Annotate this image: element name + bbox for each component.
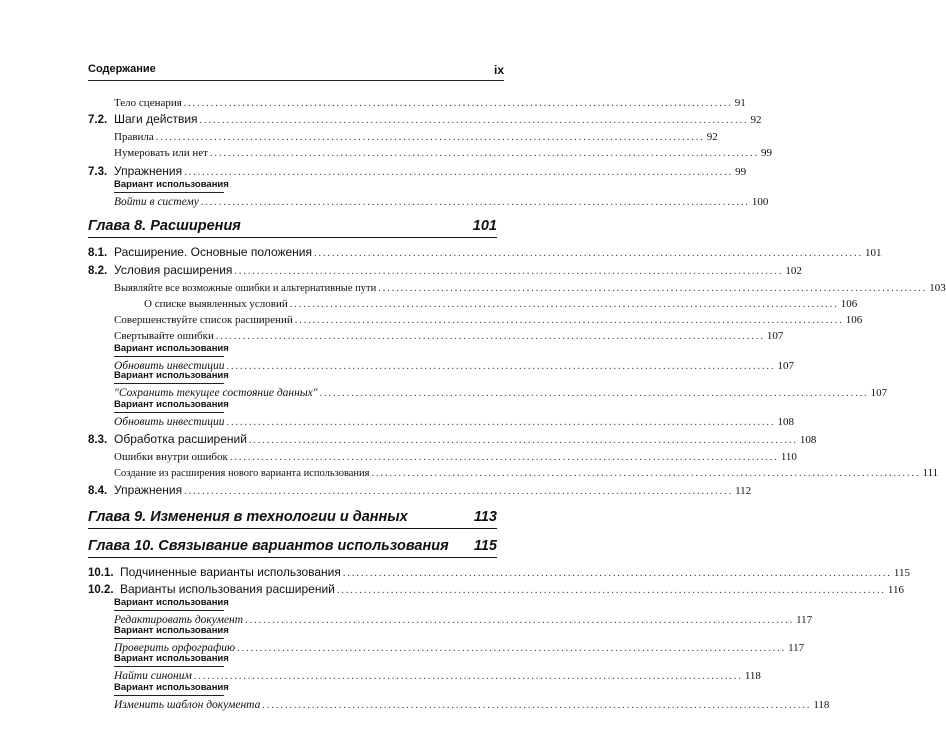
chapter-title: Глава 8. Расширения (88, 218, 241, 234)
entry-title: Расширение. Основные положения (114, 245, 313, 259)
leader-dots: .......................................................................................................................... (342, 568, 892, 579)
leader-dots: .......................................................................................................................... (245, 615, 795, 626)
entry-number: 8.2. (88, 265, 108, 277)
entry-page: 117 (788, 642, 805, 654)
entry-number: 8.1. (88, 247, 108, 259)
entry-title: Упражнения (114, 483, 183, 497)
leader-dots: .......................................................................................................................... (319, 388, 869, 399)
entry-number: 8.3. (88, 434, 108, 446)
toc-entry[interactable] (88, 278, 946, 294)
use-case-tag: Вариант использования (114, 399, 229, 410)
use-case-tag: Вариант использования (114, 653, 229, 664)
toc-entry[interactable] (88, 192, 769, 208)
entry-page: 108 (799, 434, 817, 446)
header-rule (88, 80, 504, 81)
toc-entry[interactable] (88, 638, 805, 654)
entry-page: 117 (796, 614, 813, 626)
leader-dots: .......................................................................................................................... (234, 266, 784, 277)
leader-dots: .......................................................................................................................... (184, 486, 734, 497)
entry-title: Проверить орфографию (114, 642, 236, 654)
leader-dots: .......................................................................................................................... (209, 148, 759, 159)
leader-dots: .......................................................................................................................... (371, 468, 921, 479)
entry-number: 8.4. (88, 485, 108, 497)
entry-title: Редактировать документ (114, 614, 244, 626)
entry-title: Обновить инвестиции (114, 416, 225, 428)
leader-dots: .......................................................................................................................... (193, 671, 743, 682)
toc-entry[interactable] (88, 447, 797, 463)
toc-entry[interactable] (88, 143, 772, 159)
chapter-rule (88, 528, 497, 529)
leader-dots: .......................................................................................................................... (215, 331, 765, 342)
entry-title: Обновить инвестиции (114, 360, 225, 372)
entry-number: 10.2. (88, 584, 114, 596)
toc-entry[interactable] (88, 481, 752, 497)
entry-page: 102 (785, 265, 802, 277)
leader-dots: .......................................................................................................................... (226, 361, 776, 372)
chapter-heading[interactable] (88, 214, 497, 236)
header-section-title: Содержание (88, 63, 156, 75)
leader-dots: .......................................................................................................................... (262, 700, 812, 711)
entry-title: Шаги действия (114, 112, 198, 126)
leader-dots: .......................................................................................................................... (199, 115, 749, 126)
entry-page: 107 (777, 360, 795, 372)
chapter-heading[interactable] (88, 534, 497, 556)
entry-page: 101 (865, 247, 882, 259)
toc-entry[interactable] (88, 310, 863, 326)
entry-title: Войти в систему (114, 196, 199, 208)
use-case-tag: Вариант использования (114, 179, 229, 190)
entry-page: 91 (734, 97, 746, 109)
entry-title: Нумеровать или нет (114, 147, 208, 159)
entry-title: Совершенствуйте список расширений (114, 314, 293, 326)
entry-page: 99 (735, 166, 747, 178)
entry-title: О списке выявленных условий (144, 298, 288, 310)
entry-page: 107 (870, 387, 888, 399)
leader-dots: .......................................................................................................................... (200, 197, 750, 208)
toc-entry[interactable] (88, 610, 813, 626)
toc-entry[interactable] (88, 93, 746, 109)
toc-entry[interactable] (88, 412, 795, 428)
leader-dots: .......................................................................................................................... (184, 167, 734, 178)
entry-page: 112 (735, 485, 752, 497)
leader-dots: .......................................................................................................................... (336, 585, 886, 596)
chapter-rule (88, 557, 497, 558)
leader-dots: .......................................................................................................................... (248, 435, 798, 446)
toc-entry[interactable] (88, 383, 888, 399)
entry-page: 110 (780, 451, 797, 463)
entry-title: Свертывайте ошибки (114, 330, 214, 342)
entry-number: 10.1. (88, 567, 114, 579)
use-case-tag: Вариант использования (114, 625, 229, 636)
entry-title: Упражнения (114, 164, 183, 178)
entry-page: 118 (744, 670, 761, 682)
leader-dots: .......................................................................................................................... (226, 417, 776, 428)
chapter-rule (88, 237, 497, 238)
entry-title: Найти синоним (114, 670, 192, 682)
entry-title: Обработка расширений (114, 432, 247, 446)
chapter-title: Глава 9. Изменения в технологии и данных (88, 509, 408, 525)
use-case-tag: Вариант использования (114, 343, 229, 354)
entry-page: 115 (893, 567, 910, 579)
entry-page: 92 (706, 131, 718, 143)
toc-entry[interactable] (88, 580, 904, 596)
toc-entry[interactable] (88, 243, 882, 259)
toc-entry[interactable] (88, 261, 802, 277)
entry-page: 108 (777, 416, 795, 428)
entry-page: 116 (887, 584, 904, 596)
entry-page: 103 (929, 282, 946, 294)
leader-dots: .......................................................................................................................... (314, 248, 864, 259)
use-case-tag: Вариант использования (114, 597, 229, 608)
entry-page: 92 (750, 114, 762, 126)
entry-number: 7.2. (88, 114, 108, 126)
leader-dots: .......................................................................................................................... (378, 283, 928, 294)
entry-page: 111 (922, 467, 939, 479)
leader-dots: .......................................................................................................................... (289, 299, 839, 310)
entry-title: "Сохранить текущее состояние данных" (114, 387, 318, 399)
entry-title: Тело сценария (114, 97, 182, 109)
toc-entry[interactable] (88, 666, 761, 682)
entry-title: Варианты использования расширений (120, 582, 335, 596)
use-case-tag: Вариант использования (114, 370, 229, 381)
chapter-heading[interactable] (88, 505, 497, 527)
entry-page: 107 (766, 330, 784, 342)
entry-title: Ошибки внутри ошибок (114, 451, 228, 463)
entry-title: Правила (114, 131, 154, 143)
toc-entry[interactable] (88, 127, 718, 143)
entry-page: 106 (845, 314, 863, 326)
toc-entry[interactable] (88, 110, 762, 126)
entry-title: Создание из расширения нового варианта использования (114, 468, 370, 479)
leader-dots: .......................................................................................................................... (294, 315, 844, 326)
entry-title: Выявляйте все возможные ошибки и альтернативные пути (114, 283, 377, 294)
leader-dots: .......................................................................................................................... (183, 98, 733, 109)
header-page-number: ix (493, 63, 504, 77)
entry-title: Условия расширения (114, 263, 233, 277)
toc-entry[interactable] (88, 294, 858, 310)
leader-dots: .......................................................................................................................... (155, 132, 705, 143)
leader-dots: .......................................................................................................................... (229, 452, 779, 463)
entry-number: 7.3. (88, 166, 108, 178)
chapter-title: Глава 10. Связывание вариантов использования (88, 538, 449, 554)
entry-page: 106 (840, 298, 858, 310)
chapter-page: 101 (472, 218, 497, 234)
toc-entry[interactable] (88, 326, 784, 342)
entry-title: Подчиненные варианты использования (120, 565, 341, 579)
toc-entry[interactable] (88, 463, 939, 479)
leader-dots: .......................................................................................................................... (237, 643, 787, 654)
chapter-page: 113 (473, 509, 497, 525)
toc-entry[interactable] (88, 430, 817, 446)
chapter-page: 115 (473, 538, 497, 554)
entry-page: 118 (813, 699, 830, 711)
entry-page: 100 (751, 196, 769, 208)
entry-title: Изменить шаблон документа (114, 699, 261, 711)
toc-entry[interactable] (88, 695, 830, 711)
use-case-tag: Вариант использования (114, 682, 229, 693)
toc-entry[interactable] (88, 563, 910, 579)
running-header (88, 63, 504, 79)
toc-entry[interactable] (88, 162, 747, 178)
entry-page: 99 (760, 147, 772, 159)
